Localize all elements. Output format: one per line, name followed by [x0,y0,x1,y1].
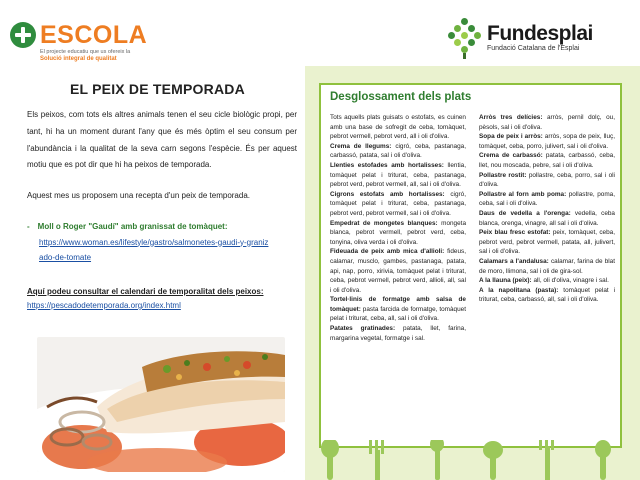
list-item: Pollastre rostit: pollastre, ceba, porro, sal i oli d'oliva. [479,171,615,189]
list-item: A la llauna (peix): all, oli d'oliva, vinagre i sal. [479,277,609,285]
list-item: Tots aquells plats guisats o estofats, es cuinen amb una base de sofregit de ceba, tomàquet, pebrot vermell, pebrot verd, all i oli d'oliva. [330,114,466,141]
intro-paragraph: Els peixos, com tots els altres animals tenen el seu cicle biològic propi, per tant, hi ha un moment durant l'any que és més òptim el seu consum per l'abundància i la qualitat de la seva carn segons l'espècie. És per aquest motiu que es pot dir que hi ha peixos de temporada. [27,110,297,170]
fish-dish-illustration [37,337,285,472]
tree-icon [448,18,482,58]
recipe-link[interactable]: https://www.woman.es/lifestyle/gastro/salmonetes-gaudi-y-granizado-de-tomate [39,237,269,262]
list-item: Daus de vedella a l'orenga: vedella, ceba blanca, orenga, vinagre, all sal i oli d'oliva. [479,209,615,227]
list-item: Llenties estofades amb hortalisses: llentia, tomàquet pelat i triturat, ceba, pastanaga, pebrot verd, pebrot vermell, all, sal i oli d'oliva. [330,161,466,189]
escola-sub: Solució integral de qualitat [40,56,117,62]
list-item: Empedrat de mongetes blanques: mongeta blanca, pebrot vermell, pebrot verd, ceba, tonyina, oliva verda i oli d'oliva. [330,219,466,246]
list-item: Pollastre al forn amb poma: pollastre, poma, ceba, sal i oli d'oliva. [479,190,615,208]
list-item: Sopa de peix i arròs: arròs, sopa de peix, lluç, tomàquet, ceba, porro, julivert, sal i oli d'oliva. [479,133,615,150]
list-item: Patates gratinades: patata, llet, farina, margarina vegetal, formatge i sal. [330,325,466,342]
list-item: Cigrons estofats amb hortalisses: cigró, tomàquet pelat i triturat, ceba, pastanaga, pebrot verd, pebrot vermell, sal i oli d'oliva. [330,190,466,217]
calendar-link[interactable]: https://pescadodetemporada.org/index.html [27,301,181,310]
list-item: Arròs tres delícies: arròs, pernil dolç, ou, pèsols, sal i oli d'oliva. [479,114,615,131]
fish-dish-photo [37,337,285,472]
list-item: Crema de llegums: cigró, ceba, pastanaga, carbassó, patata, sal i oli d'oliva. [330,142,466,160]
page-title: EL PEIX DE TEMPORADA [70,81,245,97]
panel-title: Desglossament dels plats [330,91,472,103]
list-item: Tortel·linis de formatge amb salsa de tomàquet: pasta farcida de formatge, tomàquet pelat i triturat, ceba, all, sal i oli d'oliva. [330,296,466,323]
list-dash: - [27,222,30,231]
dish-breakdown-panel [319,83,622,448]
list-item: A la napolitana (pasta): tomàquet pelat i triturat, ceba, carbassó, all, sal i oli d'oliva. [479,286,615,304]
plus-icon [10,22,36,48]
fundesplai-name: Fundesplai [487,22,593,45]
fundesplai-logo [448,18,593,58]
escola-name: ESCOLA [40,21,148,49]
list-item: Crema de carbassó: patata, carbassó, ceba, llet, nou moscada, pebre, sal i oli d'oliva. [479,152,615,169]
breakdown-column-1 [330,113,466,343]
recipe-block [27,219,297,266]
breakdown-column-2 [479,113,615,343]
list-item: Peix blau fresc estofat: peix, tomàquet, ceba, pebrot verd, pebrot vermell, patata, all, julivert, sal i oli d'oliva. [479,229,615,256]
escola-tagline: El projecte educatiu que us ofereix la [40,49,131,55]
escola-logo [10,22,147,63]
calendar-title: Aquí podeu consultar el calendari de temporalitat dels peixos: [27,287,264,296]
list-item: Fideuada de peix amb mica d'allioli: fideus, calamar, musclo, gambes, pastanaga, patata, api, nap, porro, xirivia, tomàquet pelat i triturat, ceba, pebrot vermell, pebrot verd, allioli, all, sal i oli d'oliva. [330,248,466,294]
intro-recipe-line: Aquest mes us proposem una recepta d'un peix de temporada. [27,191,250,200]
calendar-block [27,285,297,313]
fundesplai-sub: Fundació Catalana de l'Esplai [487,45,580,52]
utensils-decoration [305,440,640,480]
recipe-title: Moll o Roger "Gaudí" amb granissat de tomàquet: [37,222,228,231]
list-item: Calamars a l'andalusa: calamar, farina de blat de moro, llimona, sal i oli de gira-sol. [479,257,616,275]
